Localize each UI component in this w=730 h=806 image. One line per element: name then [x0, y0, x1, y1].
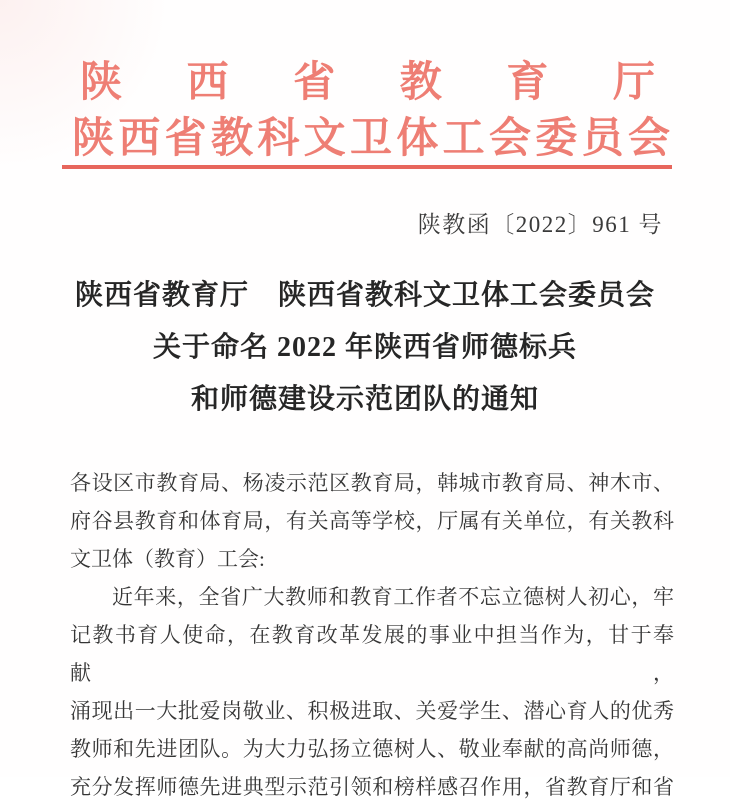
recipients-line-3: 文卫体（教育）工会: [70, 547, 265, 571]
letterhead-char: 陕 [80, 60, 123, 106]
letterhead-char: 体 [396, 116, 439, 162]
doc-number: 陕教函〔2022〕961 号 [417, 212, 663, 237]
paragraph-line-3: 涌现出一大批爱岗敬业、积极进取、关爱学生、潜心育人的优秀 [70, 699, 674, 723]
letterhead-char: 西 [186, 60, 229, 106]
paragraph-line-1: 近年来，全省广大教师和教育工作者不忘立德树人初心，牢 [112, 585, 674, 609]
recipients-line-2: 府谷县教育和体育局，有关高等学校，厅属有关单位，有关教科 [70, 509, 674, 533]
letterhead-char: 陕 [72, 116, 115, 162]
letterhead-char: 教 [399, 60, 442, 106]
letterhead-char: 卫 [349, 116, 392, 162]
letterhead-char: 育 [506, 60, 549, 106]
letterhead-char: 文 [303, 116, 346, 162]
title-line-1: 陕西省教育厅 陕西省教科文卫体工会委员会 [74, 280, 655, 311]
letterhead-char: 会 [488, 116, 531, 162]
letterhead-char: 会 [627, 116, 670, 162]
title-line-2: 关于命名 2022 年陕西省师德标兵 [152, 332, 577, 363]
letterhead-char: 员 [581, 116, 624, 162]
letterhead-char: 厅 [612, 60, 655, 106]
letterhead-char: 省 [293, 60, 336, 106]
paragraph-line-4: 教师和先进团队。为大力弘扬立德树人、敬业奉献的高尚师德， [70, 737, 674, 761]
letterhead-org-line2 [72, 117, 670, 161]
letterhead-char: 科 [257, 116, 300, 162]
letterhead-char: 省 [164, 116, 207, 162]
letterhead-char: 西 [118, 116, 161, 162]
letterhead-char: 教 [210, 116, 253, 162]
letterhead-char: 工 [442, 116, 485, 162]
letterhead-org-line1 [80, 61, 655, 105]
title-line-3: 和师德建设示范团队的通知 [190, 384, 539, 415]
paragraph-line-2: 记教书育人使命，在教育改革发展的事业中担当作为，甘于奉献， [70, 623, 674, 685]
recipients-line-1: 各设区市教育局、杨凌示范区教育局，韩城市教育局、神木市、 [70, 471, 674, 495]
letterhead-char: 委 [535, 116, 578, 162]
letterhead-divider [62, 165, 672, 169]
notice-title [0, 270, 730, 426]
notice-body [70, 464, 674, 806]
paragraph-line-5: 充分发挥师德先进典型示范引领和榜样感召作用，省教育厅和省 [70, 775, 674, 799]
